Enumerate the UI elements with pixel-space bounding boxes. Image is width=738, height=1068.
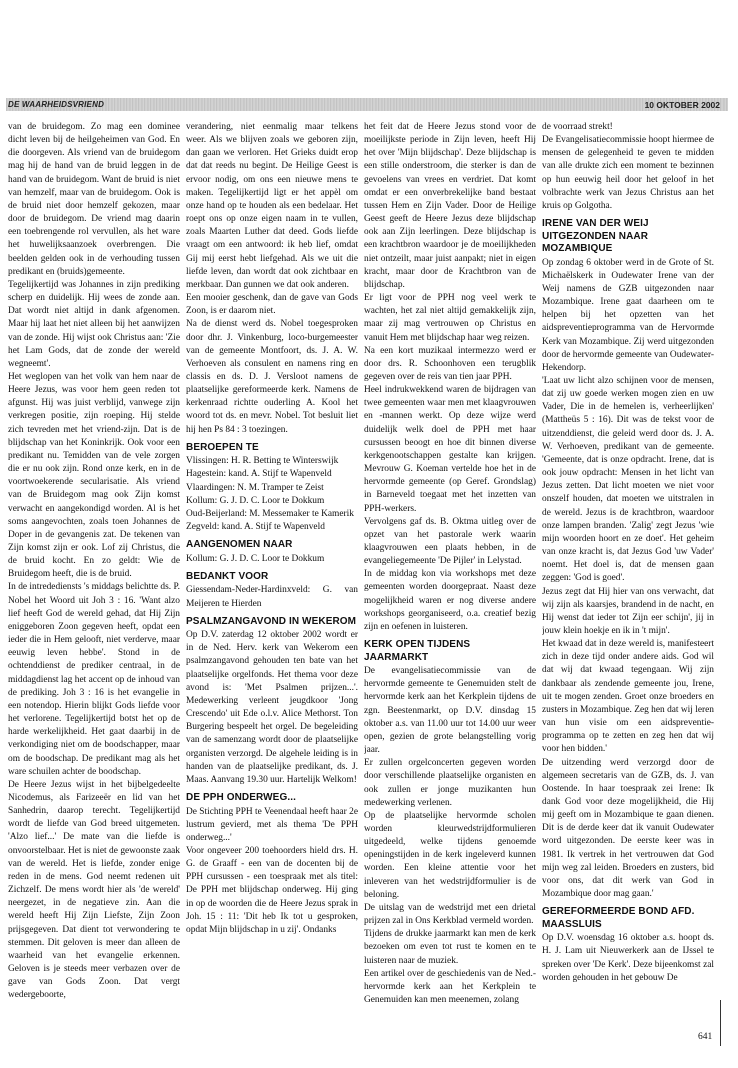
paragraph: Voor ongeveer 200 toehoorders hield drs. H. G. de Graaff - een van de docenten bij de PPH cursussen - een toespraak met als titel: De PPH met blijdschap onderweg. Hij ging in op de woorden die de Heere Jezus sprak in Joh. 15 : 11: 'Dit heb Ik tot u gesproken, opdat Mijn blijdschap in u zij'. Ondanks xyxy=(186,846,358,935)
paragraph: Kollum: G. J. D. C. Loor te Dokkum xyxy=(186,495,325,506)
paragraph: Op de plaatselijke hervormde scholen worden kleurwedstrijdformulieren uitgedeeld, welke tijdens genoemde openingstijden in de kerk ingeleverd kunnen worden. Een kleine attentie voor het inleveren van het wedstrijdformulier is de beloning. xyxy=(364,810,536,900)
paragraph: verandering, niet eenmalig maar telkens weer. Als we blijven zoals we geboren zijn, dan gaan we verloren. Het Grieks duidt erop dat dat reeds nu begint. De Heilige Geest is ervoor nodig, om ons een nieuwe mens te maken. Tegelijkertijd ligt er het appèl om onze hand op te houden als een bedelaar. Het roept ons op onze eigen naam in te vullen, zoals Maarten Luther dat deed. Gods liefde vraagt om een antwoord: ik heb lief, omdat Gij mij eerst hebt liefgehad. Als we uit die liefde leven, dan wordt dat ook zichtbaar en merkbaar. Dan gunnen we dat ook anderen. xyxy=(186,122,358,290)
text-column-4 xyxy=(542,121,714,1021)
paragraph: Tijdens de drukke jaarmarkt kan men de kerk bezoeken om even tot rust te komen en te luisteren naar de muziek. xyxy=(364,929,536,966)
paragraph: Op zondag 6 oktober werd in de Grote of St. Michaëlskerk in Oudewater Irene van der Weij namens de GZB uitgezonden naar Mozambique. Irene gaat daarheen om te helpen bij het opzetten van het aidspreventieprogramma van de Hervormde Kerk van Mozambique. Zij werd uitgezonden door de hervormde gemeente van Oudewater-Hekendorp. xyxy=(542,257,714,373)
paragraph: Vlissingen: H. R. Betting te Winterswijk xyxy=(186,456,339,467)
text-column-3 xyxy=(364,121,536,1021)
paragraph: Heel indrukwekkend waren de bijdragen van twee gemeenten waar men met klaagvrouwen en -mannen werkt. Op deze wijze werd duidelijk welk doel de PPH met haar cursussen beoogt en hoe dit binnen diverse kerkgenootschappen gestalte kan krijgen. Mevrouw G. Koeman vertelde hoe het in de hervormde gemeente (op Geref. Grondslag) in Barneveld toegaat met het inzetten van PPH-werkers. xyxy=(364,385,536,514)
paragraph: Een artikel over de geschiedenis van de Ned.-hervormde kerk aan het Kerkplein te Genemuiden kan men meenemen, zolang xyxy=(364,968,536,1005)
section-heading: KERK OPEN TIJDENS JAARMARKT xyxy=(364,639,471,663)
section-heading: DE PPH ONDERWEG... xyxy=(186,792,296,804)
page-number: 641 xyxy=(698,1032,713,1042)
paragraph: Na een kort muzikaal intermezzo werd er door drs. R. Schoonhoven een terugblik gegeven over de reis van tien jaar PPH. xyxy=(364,345,536,382)
paragraph: Vlaardingen: N. M. Tramper te Zeist xyxy=(186,482,324,493)
paragraph: In de intredediensts 's middags belichtte ds. P. Nobel het Woord uit Joh 3 : 16. 'Want alzo lief heeft God de wereld gehad, dat Hij Zijn eniggeboren Zoon gegeven heeft, opdat een ieder die in Hem gelooft, niet verderve, maar eeuwig leven hebbe'. Stond in de ochtenddienst de prediker centraal, in de middagdienst lag het accent op de inhoud van de prediking. Joh 3 : 16 is het evangelie in een notendop. Hierin blijkt Gods liefde voor het verlorene. Tegelijkertijd botst het op de harde werkelijkheid. Het gaat daarbij in de verkondiging niet om de boodschapper, maar om de boodschap. De predikant mag als het ware schuilen achter de boodschap. xyxy=(8,582,180,777)
corner-rule xyxy=(720,1000,721,1046)
section-heading: BEROEPEN TE xyxy=(186,441,259,453)
paragraph: van de bruidegom. Zo mag een dominee dicht leven bij de heilgeheimen van God. En die doorgeven. Als vriend van de bruidegom mag hij de hand van de bruid leggen in de hand van de bruidegom. Want de bruid is niet van hemzelf, maar van de bruidegom. Ook is de bruid niet door hemzelf gekozen, maar door de bruidegom. De vriend mag daarin een toebrengende rol vervullen, als het ware het huwelijksaanzoek overbrengen. Die beelden gelden ook in de verhouding tussen predikant en (bruids)gemeente. xyxy=(8,122,180,277)
paragraph: De evangelisatiecommissie van de hervormde gemeente te Genemuiden stelt de hervormde kerk aan het Kerkplein tijdens de zgn. Beestenmarkt, op D.V. dinsdag 15 oktober a.s. van 11.00 uur tot 14.00 uur weer open, gezien de grote belangstelling vorig jaar. xyxy=(364,666,536,756)
paragraph: De Stichting PPH te Veenendaal heeft haar 2e lustrum gevierd, met als thema 'De PPH onderweg...' xyxy=(186,806,358,843)
page-header xyxy=(6,98,728,111)
text-column-1 xyxy=(8,121,180,1021)
paragraph: De Heere Jezus wijst in het bijbelgedeelte Nicodemus, als Farizeeër en lid van het Sanhedrin, daarop terecht. Tegelijkertijd wordt de liefde van God breed uitgemeten. 'Alzo lief...' De mate van die liefde is onvoorstelbaar. Het is niet de gewoonste zaak van de wereld. Het is liefde, zonder enige reden in de mens. God neemt redenen uit Zichzelf. De mens wordt hier als 'de wereld' neergezet, in de negatieve zin. Aan die wereld heeft Hij Zijn Liefste, Zijn Zoon prijsgegeven. Dat dient tot verwondering te stemmen. Dit geloven is meer dan alleen de waarheid van het evangelie erkennen. Geloven is je steeds meer verbazen over de gave van Gods Zoon. Dat vergt wedergeboorte, xyxy=(8,779,180,1001)
paragraph: De uitzending werd verzorgd door de algemeen secretaris van de GZB, ds. J. van Oostende. In haar toespraak zei Irene: Ik dank God voor deze mogelijkheid, die Hij mij geeft om in Mozambique te gaan dienen. Dit is de derde keer dat ik vanuit Oudewater word uitgezonden. De eerste keer was in 1981. Ik vertrek in het vertrouwen dat God mijn weg zal leiden. Broeders en zusters, bid voor ons, dat dit werk van God in Mozambique door mag gaan.' xyxy=(542,757,714,900)
section-heading: IRENE VAN DER WEIJ UITGEZONDEN NAAR MOZAMBIQUE xyxy=(542,218,649,255)
section-heading: AANGENOMEN NAAR xyxy=(186,539,293,551)
paragraph: 'Laat uw licht alzo schijnen voor de mensen, dat zij uw goede werken mogen zien en uw Vader, Die in de hemelen is, verheerlijken' (Mattheüs 5 : 16). Dit was de tekst voor de uitzenddienst, die geleid werd door ds. J. A. W. Verhoeven, predikant van de gemeente. 'Gemeente, dat is onze opdracht. Irene, dat is ook jouw opdracht: Mensen in het licht van Jezus zetten. Dat licht moeten we niet voor onszelf houden, dat moeten we uitstralen in de wereld. Jezus is de krachtbron, waardoor onze lampen branden. 'Zalig' zegt Jezus 'wie mijn woorden hoort en ze doet'. Het geheim van onze kracht is, dat Jezus God 'uw Vader' noemt. Het doel is, dat de mensen gaan zeggen: 'God is goed'. xyxy=(542,376,714,584)
paragraph: Hagestein: kand. A. Stijf te Wapenveld xyxy=(186,469,332,480)
section-heading: PSALMZANGAVOND IN WEKEROM xyxy=(186,615,357,627)
paragraph: Op D.V. woensdag 16 oktober a.s. hoopt ds. H. J. Lam uit Nieuwerkerk aan de IJssel te spreken over 'De Kerk'. Deze bijeenkomst zal worden gehouden in het gebouw De xyxy=(542,933,714,983)
paragraph: Giessendam-Neder-Hardinxveld: G. van Meijeren te Hierden xyxy=(186,585,358,609)
paragraph: Een mooier geschenk, dan de gave van Gods Zoon, is er daarom niet. xyxy=(186,293,358,317)
paragraph: Het weglopen van het volk van hem naar de Heere Jezus, was voor hem geen reden tot afgunst. Hij was juist verblijd, vanwege zijn verkregen positie, zijn roeping. Hij stelde zich tevreden met het vriend-zijn. Dat is de blijdschap van het Koninkrijk. Ook voor een predikant nu. Temidden van de vele zorgen die er nu ook zijn. Rond onze kerk, en in de voortwoekerende secularisatie. Als vriend van de Bruidegom mag ook Zijn komst verwacht en aangekondigd worden. Al is het soms aangevochten, zoals toen Johannes de Doper in de gevangenis zat. De tekenen van Zijn komst zijn er ook. Lof zij Christus, die de bruid kocht. En zo geldt: Wie de Bruidegom heeft, die is de bruid. xyxy=(8,371,180,580)
section-heading: BEDANKT VOOR xyxy=(186,570,269,582)
paragraph: Tegelijkertijd was Johannes in zijn prediking scherp en duidelijk. Hij wees de zonde aan. Dat wordt niet altijd in dank afgenomen. Maar hij laat het niet alleen bij het aanwijzen van de zonde. Hij wijst ook Christus aan: 'Zie het Lam Gods, dat de zonde der wereld wegneemt'. xyxy=(8,279,180,369)
paragraph: De uitslag van de wedstrijd met een drietal prijzen zal in Ons Kerkblad vermeld worden. xyxy=(364,902,536,927)
paragraph: Kollum: G. J. D. C. Loor te Dokkum xyxy=(186,553,325,564)
paragraph: de voorraad strekt! xyxy=(542,122,613,132)
paragraph: Er zullen orgelconcerten gegeven worden door verschillende plaatselijke organisten en ook zullen er jonge muzikanten hun medewerking verlenen. xyxy=(364,758,536,808)
paragraph: Er ligt voor de PPH nog veel werk te wachten, het zal niet altijd gemakkelijk zijn, maar zij mag vertrouwen op Christus en vanuit Hem met blijdschap haar weg reizen. xyxy=(364,293,536,343)
section-heading: GEREFORMEERDE BOND AFD. MAASSLUIS xyxy=(542,906,695,930)
paragraph: Jezus zegt dat Hij hier van ons verwacht, dat wij zijn als kaarsjes, brandend in de nacht, en Hij wenst dat ieder tot Zijn eer schijn', jij in jouw klein hoekje en ik in 't mijn'. xyxy=(542,586,714,636)
paragraph: het feit dat de Heere Jezus stond voor de moeilijkste periode in Zijn leven, heeft Hij het over 'Mijn blijdschap'. Deze blijdschap is een stille onderstroom, die sterker is dan de gevoelens van vrees en verdriet. Dat komt omdat er een onverbrekelijke band bestaat tussen Hem en Zijn Vader. Door de Heilige Geest geeft de Heere Jezus deze blijdschap ook aan Zijn leerlingen. Deze blijdschap is een krachtbron waardoor je de moeilijkheden niet ontzeilt, maar juist aanpakt; niet in eigen kracht, maar door de Krachtbron van de blijdschap. xyxy=(364,122,536,290)
paragraph: Het kwaad dat in deze wereld is, manifesteert zich in deze tijd onder andere aids. God wil dat wij dat kwaad tegengaan. Wij zijn dankbaar als zendende gemeente jou, Irene, uit te mogen zenden. Groet onze broeders en zusters in Mozambique. Zeg hen dat wij leren van hun visie om een aidspreventie-programma op te zetten en zeg hen dat wij voor hen bidden.' xyxy=(542,639,714,755)
paragraph: Zegveld: kand. A. Stijf te Wapenveld xyxy=(186,522,325,533)
paragraph: Vervolgens gaf ds. B. Oktma uitleg over de opzet van het pastorale werk waarin klaagvrouwen een plaats hebben, in de evangeliegemeente 'De Pijler' in Lelystad. xyxy=(364,516,536,567)
paragraph: Oud-Beijerland: M. Messemaker te Kamerik xyxy=(186,508,354,519)
paragraph: De Evangelisatiecommissie hoopt hiermee de mensen de gelegenheid te geven te midden van alle drukte zich een moment te bezinnen op hun eeuwig heil door het geloof in het volbrachte werk van Jezus Christus aan het kruis op Golgotha. xyxy=(542,135,714,211)
text-column-2 xyxy=(186,121,358,1021)
paragraph: Op D.V. zaterdag 12 oktober 2002 wordt er in de Ned. Herv. kerk van Wekerom een psalmzangavond gehouden ten bate van het plaatselijke orgelfonds. Het thema voor deze avond is: 'Met Psalmen prijzen...'. Medewerking verleent jeugdkoor 'Jong Crescendo' uit Ede o.l.v. Alice Methorst. Ton Burgering bespeelt het orgel. De begeleiding van de samenzang wordt door de plaatselijke organisten verzorgd. De algehele leiding is in handen van de plaatselijke predikant, ds. J. Maas. Aanvang 19.30 uur. Hartelijk Welkom! xyxy=(186,630,358,785)
masthead: DE WAARHEIDSVRIEND xyxy=(8,100,105,109)
paragraph: Na de dienst werd ds. Nobel toegesproken door dhr. J. Vinkenburg, loco-burgemeester van de gemeente Montfoort, ds. J. A. W. Verhoeven als consulent en namens ring en classis en ds. D. J. Versloot namens de plaatselijke gereformeerde kerk. Namens de kerkenraad richtte ouderling A. Kool het woord tot ds. en mevr. Nobel. Tot besluit liet hij hen Ps 84 : 3 toezingen. xyxy=(186,319,358,435)
issue-date: 10 OKTOBER 2002 xyxy=(644,99,720,110)
paragraph: In de middag kon via workshops met deze gemeenten worden doorgepraat. Naast deze mogelijkheid waren er nog diverse andere workshops georganiseerd, o.a. creatief bezig zijn en oefenen in luisteren. xyxy=(364,569,536,632)
